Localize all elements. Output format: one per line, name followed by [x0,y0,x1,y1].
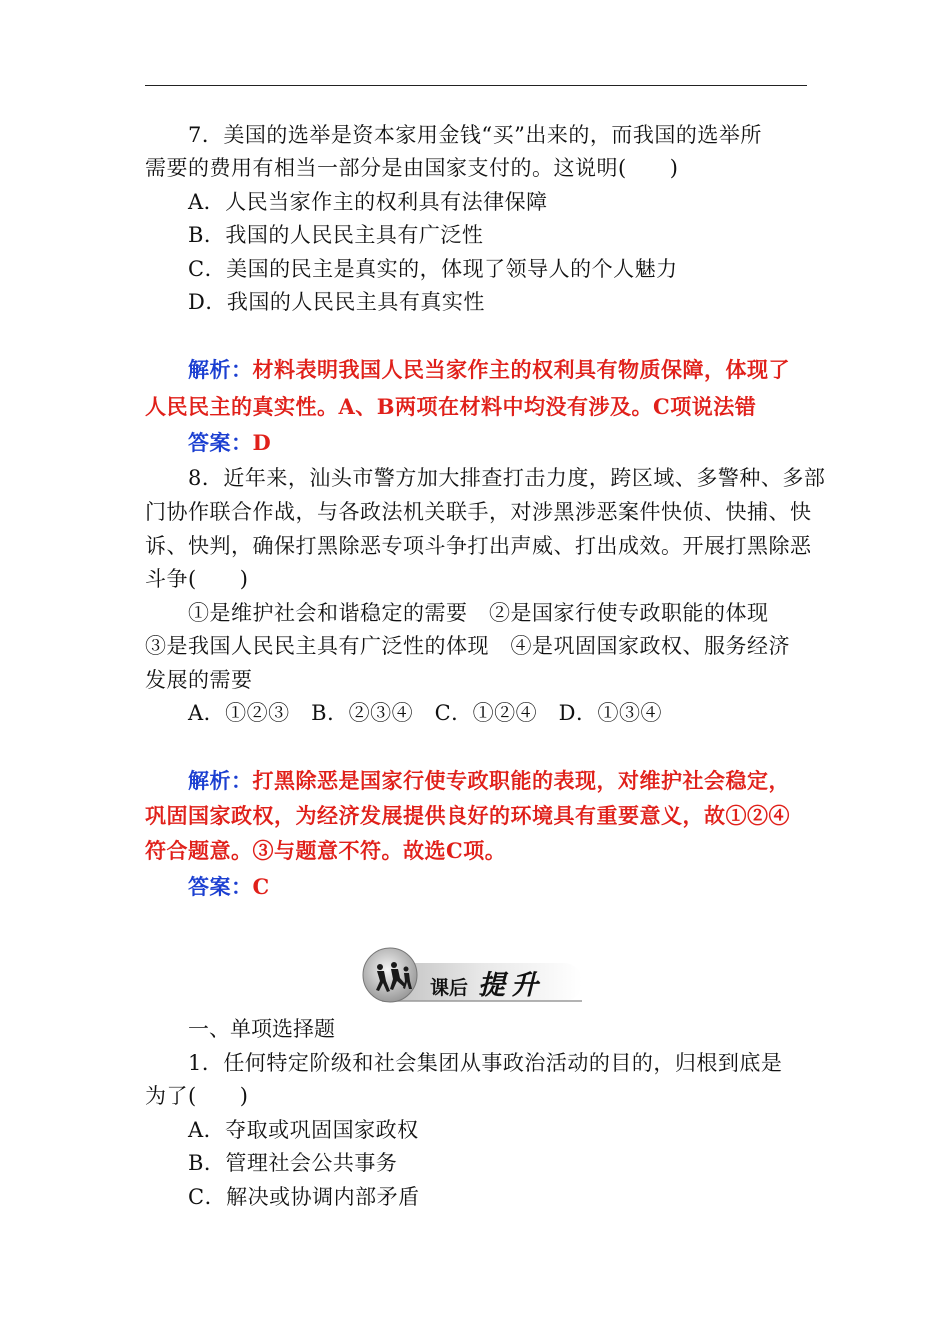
q8-analysis-label: 解析： [188,768,253,793]
q1-option-a: A．夺取或巩固国家政权 [188,1118,419,1142]
q7-analysis-text1: 材料表明我国人民当家作主的权利具有物质保障，体现了 [252,357,790,382]
q1-stem-line1: 1．任何特定阶级和社会集团从事政治活动的目的，归根到底是 [188,1051,783,1075]
q7-option-a: A．人民当家作主的权利具有法律保障 [188,190,548,214]
q1-option-c: C．解决或协调内部矛盾 [188,1185,420,1209]
q8-items-line1: ①是维护社会和谐稳定的需要 ②是国家行使专政职能的体现 [188,601,769,625]
q8-answer [188,870,270,904]
q7-answer-value: D [252,430,272,455]
q7-analysis-label: 解析： [188,357,253,382]
section-title: 一、单项选择题 [188,1017,335,1041]
q8-stem-line4: 斗争( ) [145,567,249,591]
q8-options: A．①②③ B．②③④ C．①②④ D．①③④ [188,701,663,725]
banner-text-small: 课后 [430,977,469,999]
banner-graphic [360,945,590,1005]
q7-analysis-line1 [188,353,790,387]
q8-items-line2: ③是我国人民民主具有广泛性的体现 ④是巩固国家政权、服务经济 [145,634,790,658]
q8-analysis-line1 [188,764,790,798]
q7-stem-line1: 7．美国的选举是资本家用金钱“买”出来的，而我国的选举所 [188,123,762,147]
banner-text-large: 提升 [478,970,544,1001]
q1-stem-line2: 为了( ) [145,1084,249,1108]
q8-answer-label: 答案： [188,874,253,899]
q8-analysis-line2: 巩固国家政权，为经济发展提供良好的环境具有重要意义，故①②④ [145,803,790,828]
q7-option-d: D．我国的人民民主具有真实性 [188,290,485,314]
q8-stem-line3: 诉、快判，确保打黑除恶专项斗争打出声威、打出成效。开展打黑除恶 [145,534,812,558]
q8-stem-line1: 8．近年来，汕头市警方加大排查打击力度，跨区域、多警种、多部 [188,466,826,490]
q7-stem-line2: 需要的费用有相当一部分是由国家支付的。这说明( ) [145,156,679,180]
q8-analysis-text1: 打黑除恶是国家行使专政职能的表现，对维护社会稳定， [252,768,790,793]
q8-stem-line2: 门协作联合作战，与各政法机关联手，对涉黑涉恶案件快侦、快捕、快 [145,500,812,524]
q7-answer [188,426,271,460]
q7-option-b: B．我国的人民民主具有广泛性 [188,223,484,247]
header-rule [145,85,807,86]
q7-answer-label: 答案： [188,430,253,455]
q8-answer-value: C [252,874,270,899]
q1-option-b: B．管理社会公共事务 [188,1151,398,1175]
q7-analysis-line2: 人民民主的真实性。A、B两项在材料中均没有涉及。C项说法错 [145,394,757,419]
q8-analysis-line3: 符合题意。③与题意不符。故选C项。 [145,838,507,863]
q7-option-c: C．美国的民主是真实的，体现了领导人的个人魅力 [188,257,678,281]
section-banner [360,945,590,1005]
q8-items-line3: 发展的需要 [145,668,253,692]
